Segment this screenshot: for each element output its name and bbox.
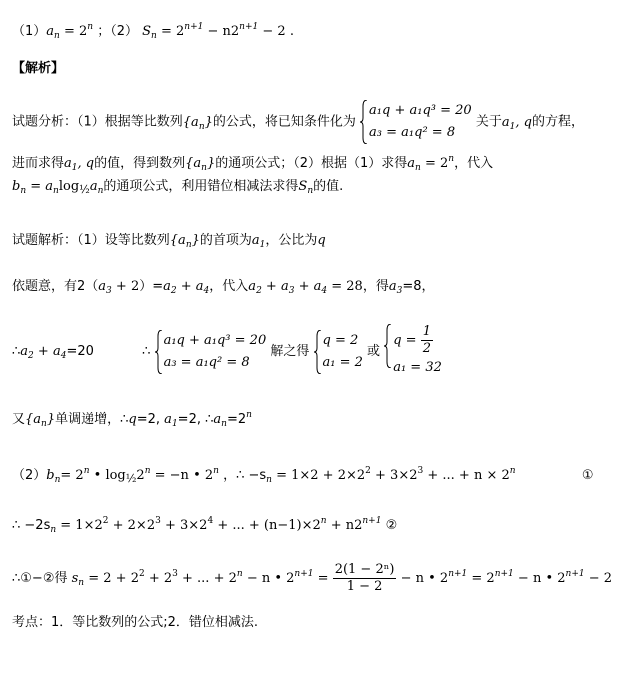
solution-system-1: q = 2 a₁ = 2 bbox=[314, 330, 363, 374]
footer-note: 考点：1．等比数列的公式;2．错位相减法. bbox=[12, 615, 259, 630]
fraction: $\frac{\text{2(1 − 2ⁿ)}}{1 - 2}$ bbox=[334, 562, 395, 594]
equation-marker-2: ② bbox=[385, 518, 398, 533]
equation-marker-1: ① bbox=[581, 468, 594, 483]
analysis-line-3: $b_n = a_n\log_{\frac{1}{2}}a_n$的通项公式，利用错位相减法求得$S_n$的值. bbox=[12, 179, 344, 196]
solution-line-5: $(2)b_n= 2^n$ • $\log_{\frac{1}{2}}2^n = -n$ • 2$^n$ ，∴ $-s_n = 1\times 2 + 2\times 2^2 + 3\times 2^3$ + ... + $n \times 2^n$ ① bbox=[12, 466, 594, 485]
section-heading: 【解析】 bbox=[12, 61, 65, 76]
solution-line-3: $\therefore a_2 + a_4=20$ ∴ a₁q + a₁q³ = 20 a₃ = a₁q² = 8 解之得 q = 2 a₁ = 2 或 q = $\frac{1}{2}$ a₁ = 32 bbox=[12, 322, 442, 386]
equation-system: a₁q + a₁q³ = 20 a₃ = a₁q² = 8 bbox=[155, 330, 267, 374]
analysis-line-1: 试题分析：（1）根据等比数列$\{a_n\}$的公式，将已知条件化为 a₁q + a₁q³ = 20 a₃ = a₁q² = 8 关于$a_1$, q的方程， bbox=[12, 100, 584, 149]
solution-line-7: ∴①−②得 $s_n = 2 + 2^2 + 2^3$ + ... + $2^n - n$ • $2^{n+1}$ = $\frac{\text{2(1 − 2ⁿ)}}{1 - 2}$ − n • $2^{n+1} = 2^{n+1} - n$ • $2^{n+1} - 2$ bbox=[12, 562, 613, 594]
solution-line-4: 又$\{a_n\}$单调递增，∴q=2, $a_1=2$, $\therefore a_n=2^n$ bbox=[12, 410, 252, 429]
analysis-line-2: 进而求得$a_1$, q的值，得到数列$\{a_n\}$的通项公式；（2）根据（1）求得$a_n = 2^n$，代入 bbox=[12, 154, 494, 173]
answer-line: $(1)a_n = 2^n$ ；（2） $S_n = 2^{n+1} - n2^{n+1} - 2$ . bbox=[12, 22, 294, 41]
solution-line-2: 依题意，有$2(a_3 + 2)=a_2 + a_4$，代入$a_2 + a_3 + a_4 = 28$，得$a_3=8$， bbox=[12, 279, 435, 296]
solution-line-6: ∴ $-2s_n = 1\times 2^2 + 2\times 2^3 + 3\times 2^4$ + ... + $(n-1)\times 2^n + n2^{n+1}$ ② bbox=[12, 516, 398, 535]
equation-system: a₁q + a₁q³ = 20 a₃ = a₁q² = 8 bbox=[360, 100, 472, 144]
solution-line-1: 试题解析：（1）设等比数列$\{a_n\}$的首项为$a_1$，公比为q bbox=[12, 233, 326, 250]
solution-system-2: q = $\frac{1}{2}$ a₁ = 32 bbox=[384, 324, 442, 379]
